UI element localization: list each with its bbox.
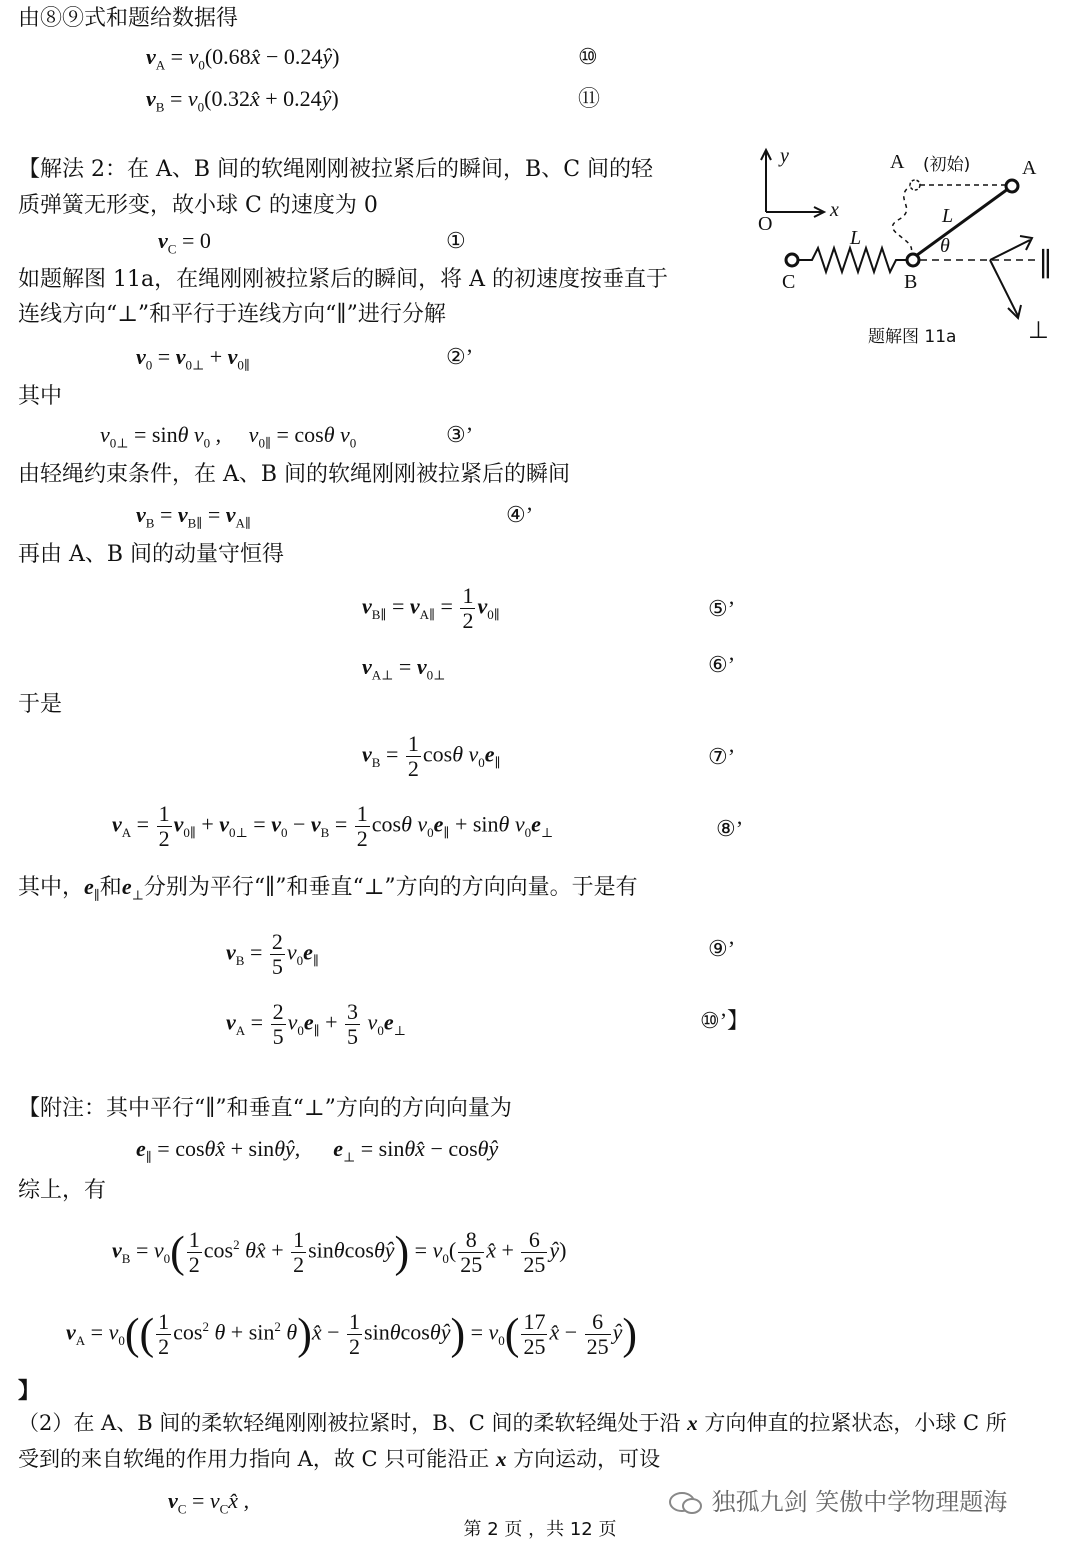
method2-line7: 其中，$e_\parallel$和$e_\perp$分别为平行“∥”和垂直“⊥”方向的方向向量。于是有 bbox=[18, 874, 638, 904]
tag-8p: ⑧’ bbox=[716, 816, 744, 841]
note-line1: 【附注：其中平行“∥”和垂直“⊥”方向的方向向量为 bbox=[18, 1096, 512, 1121]
string-ab bbox=[913, 186, 1012, 258]
ball-c bbox=[786, 254, 798, 266]
method2-line5: 由轻绳约束条件，在 A、B 间的软绳刚刚被拉紧后的瞬间 bbox=[18, 462, 571, 487]
eq-vC-zero: $v_C = 0$ bbox=[158, 228, 211, 257]
frac-1-2: $\frac{1}{2}$ bbox=[407, 731, 419, 781]
figure-caption: 题解图 11a bbox=[868, 327, 957, 347]
part2-line2: 受到的来自软绳的作用力指向 A，故 C 只可能沿正 x 方向运动，可设 bbox=[18, 1447, 661, 1471]
eq-vB-final: $v_B$ = $\frac{2}{5}$ $v_0e_\parallel$ bbox=[226, 929, 319, 979]
note-close: 】 bbox=[18, 1378, 41, 1404]
tag-3p: ③’ bbox=[446, 422, 474, 447]
label-o: O bbox=[758, 213, 773, 235]
figure-11a bbox=[750, 140, 1070, 360]
method2-line3: 如题解图 11a，在绳刚刚被拉紧后的瞬间，将 A 的初速度按垂直于 bbox=[18, 267, 668, 292]
frac-1-2: $\frac{1}{2}$ bbox=[462, 583, 474, 633]
tag-1: ① bbox=[446, 228, 466, 253]
eq-vA-result: $v_A$ = $v_0(0.68x̂$ − 0.24ŷ) bbox=[146, 44, 340, 73]
label-perp: ⊥ bbox=[1028, 318, 1049, 344]
eq-vA-final: $v_A$ = $\frac{2}{5}$ $v_0e_\parallel$ + $\frac{3}{5}$ $v_0e_\perp$ bbox=[226, 999, 406, 1049]
eq-vB-general: $v_B = v_0$( $\frac{1}{2}$ $\cos^2$ θx̂ + $\frac{1}{2}$ sinθcosθŷ) = $v_0$( $\frac{8}{25}$ x̂ + $\frac{6}{25}$ ŷ) bbox=[112, 1227, 567, 1277]
eq-v0-decomp: $v_0 = v_{0\perp} + v_{0\parallel}$ bbox=[136, 344, 250, 373]
tag-9p: ⑨’ bbox=[708, 936, 736, 961]
eq-constraint: $v_B = v_{B\parallel} = v_{A\parallel}$ bbox=[136, 502, 251, 531]
part2-line1: （2）在 A、B 间的柔软轻绳刚刚被拉紧时，B、C 间的柔软轻绳处于沿 x 方向伸直的拉紧状态，小球 C 所 bbox=[18, 1411, 1007, 1435]
eq-vB-result: $v_B$ = $v_0(0.32x̂$ + 0.24ŷ) bbox=[146, 86, 339, 115]
tag-10p: ⑩’】 bbox=[700, 1008, 750, 1033]
ball-a-initial bbox=[910, 180, 920, 190]
method2-line6: 再由 A、B 间的动量守恒得 bbox=[18, 542, 285, 567]
label-y: y bbox=[780, 145, 789, 167]
page-footer: 第 2 页 ，共 12 页 bbox=[463, 1519, 617, 1540]
tag-11: ⑪ bbox=[578, 86, 601, 111]
zongshang: 综上，有 bbox=[18, 1178, 107, 1203]
label-c: C bbox=[782, 271, 796, 293]
label-initial: (初始) bbox=[923, 155, 971, 175]
label-a-initial: A bbox=[890, 151, 905, 173]
yushi-1: 于是 bbox=[18, 692, 63, 717]
tag-6p: ⑥’ bbox=[708, 652, 736, 677]
qizhong-1: 其中 bbox=[18, 384, 63, 409]
method2-line4: 连线方向“⊥”和平行于连线方向“∥”进行分解 bbox=[18, 302, 446, 327]
tag-7p: ⑦’ bbox=[708, 744, 736, 769]
coef-vB-y: 0.24 bbox=[283, 86, 322, 111]
eq-components: $v_{0\perp} = \sin\theta$ $v_0$ , $v_{0\parallel} = \cos\theta$ $v_0$ bbox=[100, 422, 357, 451]
eq-momentum: $v_{B\parallel} = v_{A\parallel}$ = $\frac{1}{2}$ $v_{0\parallel}$ bbox=[362, 583, 500, 633]
watermark: 独孤九剑 笑傲中学物理题海 bbox=[668, 1482, 1007, 1517]
tag-2p: ②’ bbox=[446, 344, 474, 369]
coef-vA-x: 0.68 bbox=[212, 44, 251, 69]
label-l-string: L bbox=[942, 205, 954, 227]
wechat-icon bbox=[668, 1490, 704, 1516]
label-theta: θ bbox=[940, 235, 950, 257]
eq-vC-assume: $v_C$ = $v_Cx̂$ , bbox=[168, 1488, 250, 1517]
tag-4p: ④’ bbox=[506, 502, 534, 527]
coef-vA-y: 0.24 bbox=[283, 44, 323, 69]
eq-unit-vectors: $e_\parallel$ = cosθx̂ + sinθŷ, $e_\perp$ = sinθx̂ − cosθŷ bbox=[136, 1136, 499, 1165]
eq-vA-general: $v_A = v_0$(( $\frac{1}{2}$ $\cos^2 \theta + \sin^2$ θ)x̂ − $\frac{1}{2}$ sinθcosθŷ) = $v_0$( $\frac{17}{25}$ x̂ − $\frac{6}{25}$ ŷ) bbox=[66, 1309, 638, 1359]
label-l-spring: L bbox=[850, 227, 862, 249]
method2-line2: 质弹簧无形变，故小球 C 的速度为 0 bbox=[18, 193, 378, 218]
spring bbox=[798, 248, 908, 272]
eq-perp: $v_{A\perp} = v_{0\perp}$ bbox=[362, 654, 446, 683]
label-b: B bbox=[904, 271, 918, 293]
label-x: x bbox=[830, 199, 839, 221]
label-a: A bbox=[1022, 157, 1037, 179]
ball-a bbox=[1006, 180, 1018, 192]
label-parallel: ∥ bbox=[1038, 246, 1053, 279]
tag-10: ⑩ bbox=[578, 44, 598, 69]
intro-line: 由⑧⑨式和题给数据得 bbox=[18, 6, 239, 31]
eq-vB-proj: $v_B$ = $\frac{1}{2}$ cosθ $v_0e_\parallel$ bbox=[362, 731, 501, 781]
tag-5p: ⑤’ bbox=[708, 596, 736, 621]
ball-b bbox=[907, 254, 919, 266]
eq-vA-proj: $v_A$ = $\frac{1}{2}$ $v_{0\parallel} + v_{0\perp} = v_0 - v_B$ = $\frac{1}{2}$ cosθ $v_0e_\parallel + \sin\theta$ $v_0e_\perp$ bbox=[112, 801, 554, 851]
method2-line1: 【解法 2：在 A、B 间的软绳刚刚被拉紧后的瞬间，B、C 间的轻 bbox=[18, 157, 654, 182]
coef-vB-x: 0.32 bbox=[211, 86, 250, 111]
